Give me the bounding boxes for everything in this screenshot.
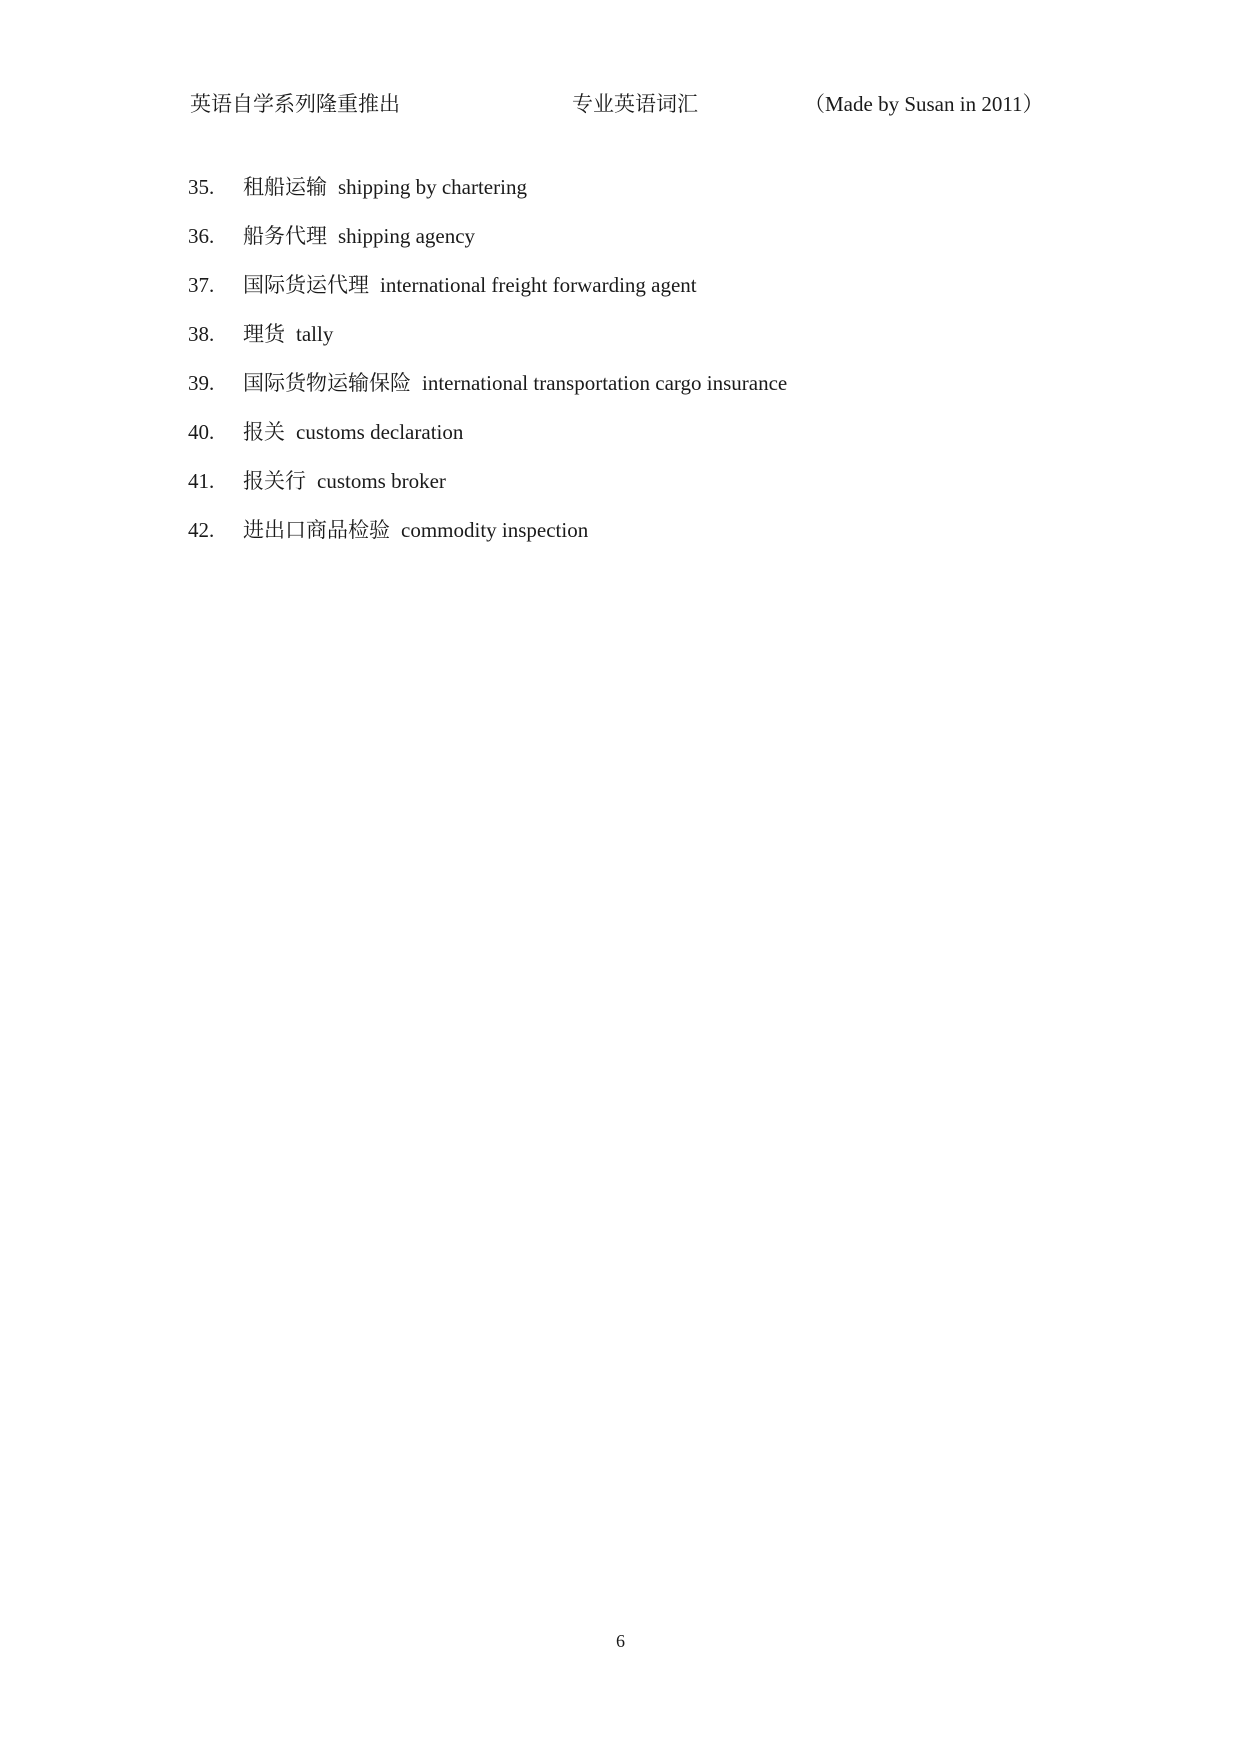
vocabulary-entry [188,319,1148,368]
entry-chinese-term: 租船运输 [243,175,327,199]
entry-number: 35. [188,175,215,199]
entry-english-term: shipping by chartering [338,175,527,199]
vocabulary-entry [188,417,1148,466]
header-author-note: （Made by Susan in 2011） [804,92,1044,116]
entry-chinese-term: 报关 [243,420,285,444]
entry-chinese-term: 国际货运代理 [243,273,369,297]
entry-number: 41. [188,469,215,493]
entry-english-term: international transportation cargo insurance [422,371,788,395]
entry-number: 39. [188,371,215,395]
entry-number: 42. [188,518,215,542]
entry-chinese-term: 理货 [243,322,285,346]
entry-number: 40. [188,420,215,444]
vocabulary-list [188,172,1148,564]
entry-english-term: commodity inspection [401,518,589,542]
vocabulary-entry [188,221,1148,270]
entry-chinese-term: 国际货物运输保险 [243,371,411,395]
entry-number: 36. [188,224,215,248]
entry-english-term: customs declaration [296,420,464,444]
vocabulary-entry [188,466,1148,515]
entry-english-term: tally [296,322,334,346]
entry-chinese-term: 船务代理 [243,224,327,248]
entry-number: 38. [188,322,215,346]
vocabulary-entry [188,515,1148,564]
vocabulary-entry [188,172,1148,221]
entry-english-term: shipping agency [338,224,476,248]
entry-english-term: customs broker [317,469,446,493]
vocabulary-entry [188,368,1148,417]
page-number: 6 [616,1631,625,1651]
entry-number: 37. [188,273,215,297]
entry-english-term: international freight forwarding agent [380,273,697,297]
header-series-title: 英语自学系列隆重推出 [190,92,400,116]
page-header [0,88,1241,118]
entry-chinese-term: 报关行 [243,469,306,493]
vocabulary-entry [188,270,1148,319]
entry-chinese-term: 进出口商品检验 [243,518,390,542]
header-subject-title: 专业英语词汇 [572,92,698,116]
